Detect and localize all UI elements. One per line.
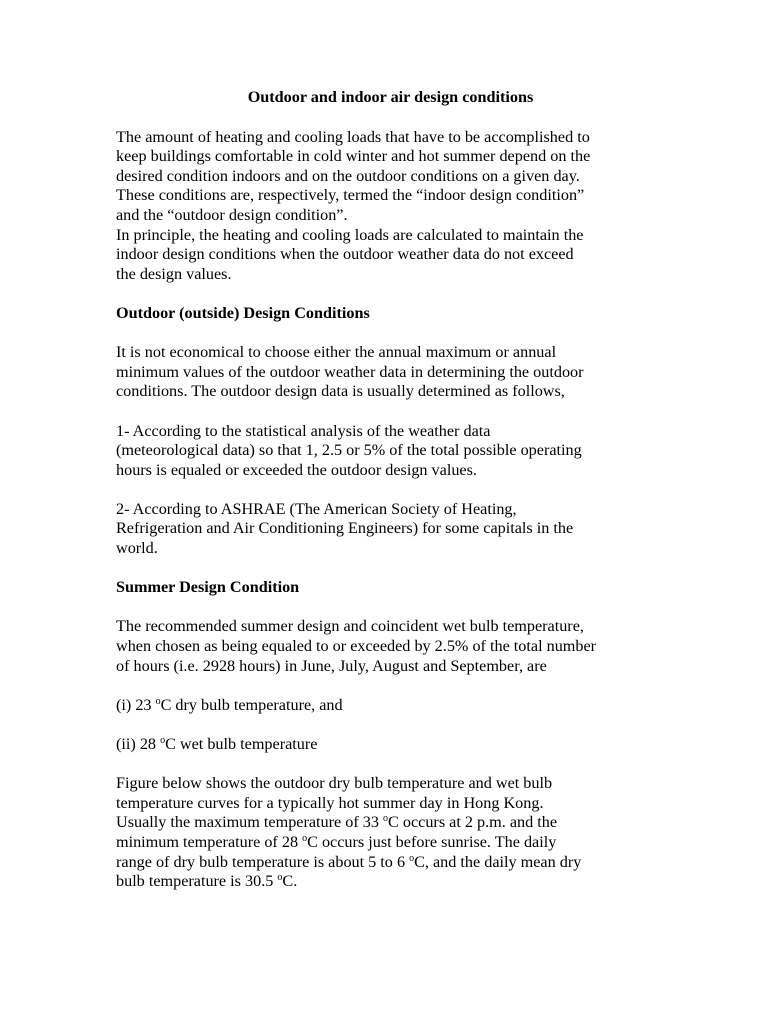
text-line: In principle, the heating and cooling loads are calculated to maintain the xyxy=(116,225,584,244)
text-fragment: bulb temperature is 30.5 xyxy=(116,872,278,891)
degree-superscript: o xyxy=(277,872,283,884)
text-fragment: C, and the daily mean dry xyxy=(414,852,582,871)
text-fragment: C. xyxy=(282,872,298,891)
text-line: desired condition indoors and on the outdoor conditions on a given day. xyxy=(116,166,580,185)
text-line xyxy=(116,813,661,833)
document-title: Outdoor and indoor air design conditions xyxy=(247,88,534,106)
text-fragment: C occurs at 2 p.m. and the xyxy=(388,813,558,832)
text-fragment: C occurs just before sunrise. The daily xyxy=(307,832,557,851)
text-line: when chosen as being equaled to or exceeded by 2.5% of the total number xyxy=(116,637,597,656)
text-line: (meteorological data) so that 1, 2.5 or 5% of the total possible operating xyxy=(116,441,582,460)
text-line xyxy=(116,696,661,716)
text-line: It is not economical to choose either the annual maximum or annual xyxy=(116,343,557,362)
condition-dry-bulb xyxy=(116,696,661,716)
text-fragment: C wet bulb temperature xyxy=(165,735,318,753)
text-fragment: (ii) 28 xyxy=(116,735,161,753)
text-line: Figure below shows the outdoor dry bulb temperature and wet bulb xyxy=(116,774,553,793)
text-line: of hours (i.e. 2928 hours) in June, July, August and September, are xyxy=(116,656,547,675)
figure-paragraph xyxy=(116,774,661,892)
degree-superscript: o xyxy=(383,813,389,825)
text-line: temperature curves for a typically hot summer day in Hong Kong. xyxy=(116,793,544,812)
document-page xyxy=(116,88,661,892)
intro-paragraph xyxy=(116,128,661,226)
outdoor-paragraph xyxy=(116,343,661,402)
text-line xyxy=(116,833,661,853)
section-heading-summer: Summer Design Condition xyxy=(116,578,300,597)
text-fragment: C dry bulb temperature, and xyxy=(160,695,343,714)
text-line xyxy=(116,735,661,755)
text-line: minimum values of the outdoor weather data in determining the outdoor xyxy=(116,362,584,381)
text-line: These conditions are, respectively, termed the “indoor design condition” xyxy=(116,186,585,205)
text-line: conditions. The outdoor design data is usually determined as follows, xyxy=(116,382,565,401)
degree-superscript: o xyxy=(302,832,308,844)
text-line: hours is equaled or exceeded the outdoor design values. xyxy=(116,460,477,479)
degree-superscript: o xyxy=(155,695,161,707)
text-line: world. xyxy=(116,539,158,558)
text-fragment: Usually the maximum temperature of 33 xyxy=(116,813,384,832)
text-fragment: range of dry bulb temperature is about 5 to 6 xyxy=(116,852,410,871)
text-line: Refrigeration and Air Conditioning Engineers) for some capitals in the xyxy=(116,519,574,538)
text-fragment: (i) 23 xyxy=(116,695,156,714)
condition-wet-bulb xyxy=(116,735,661,755)
text-line: keep buildings comfortable in cold winter and hot summer depend on the xyxy=(116,147,591,166)
text-line: The recommended summer design and coincident wet bulb temperature, xyxy=(116,617,584,636)
text-line xyxy=(116,853,661,873)
principle-paragraph xyxy=(116,226,661,285)
degree-superscript: o xyxy=(160,735,166,746)
text-line xyxy=(116,872,661,892)
list-item-1 xyxy=(116,422,661,481)
degree-superscript: o xyxy=(409,852,415,864)
text-fragment: minimum temperature of 28 xyxy=(116,832,303,851)
text-line: 2- According to ASHRAE (The American Society of Heating, xyxy=(116,499,517,518)
text-line: the design values. xyxy=(116,264,232,283)
text-line: indoor design conditions when the outdoor weather data do not exceed xyxy=(116,245,574,264)
summer-paragraph xyxy=(116,617,661,676)
text-line: The amount of heating and cooling loads that have to be accomplished to xyxy=(116,127,590,146)
text-line: 1- According to the statistical analysis of the weather data xyxy=(116,421,491,440)
text-line: and the “outdoor design condition”. xyxy=(116,205,348,224)
list-item-2 xyxy=(116,500,661,559)
section-heading-outdoor: Outdoor (outside) Design Conditions xyxy=(116,303,370,322)
